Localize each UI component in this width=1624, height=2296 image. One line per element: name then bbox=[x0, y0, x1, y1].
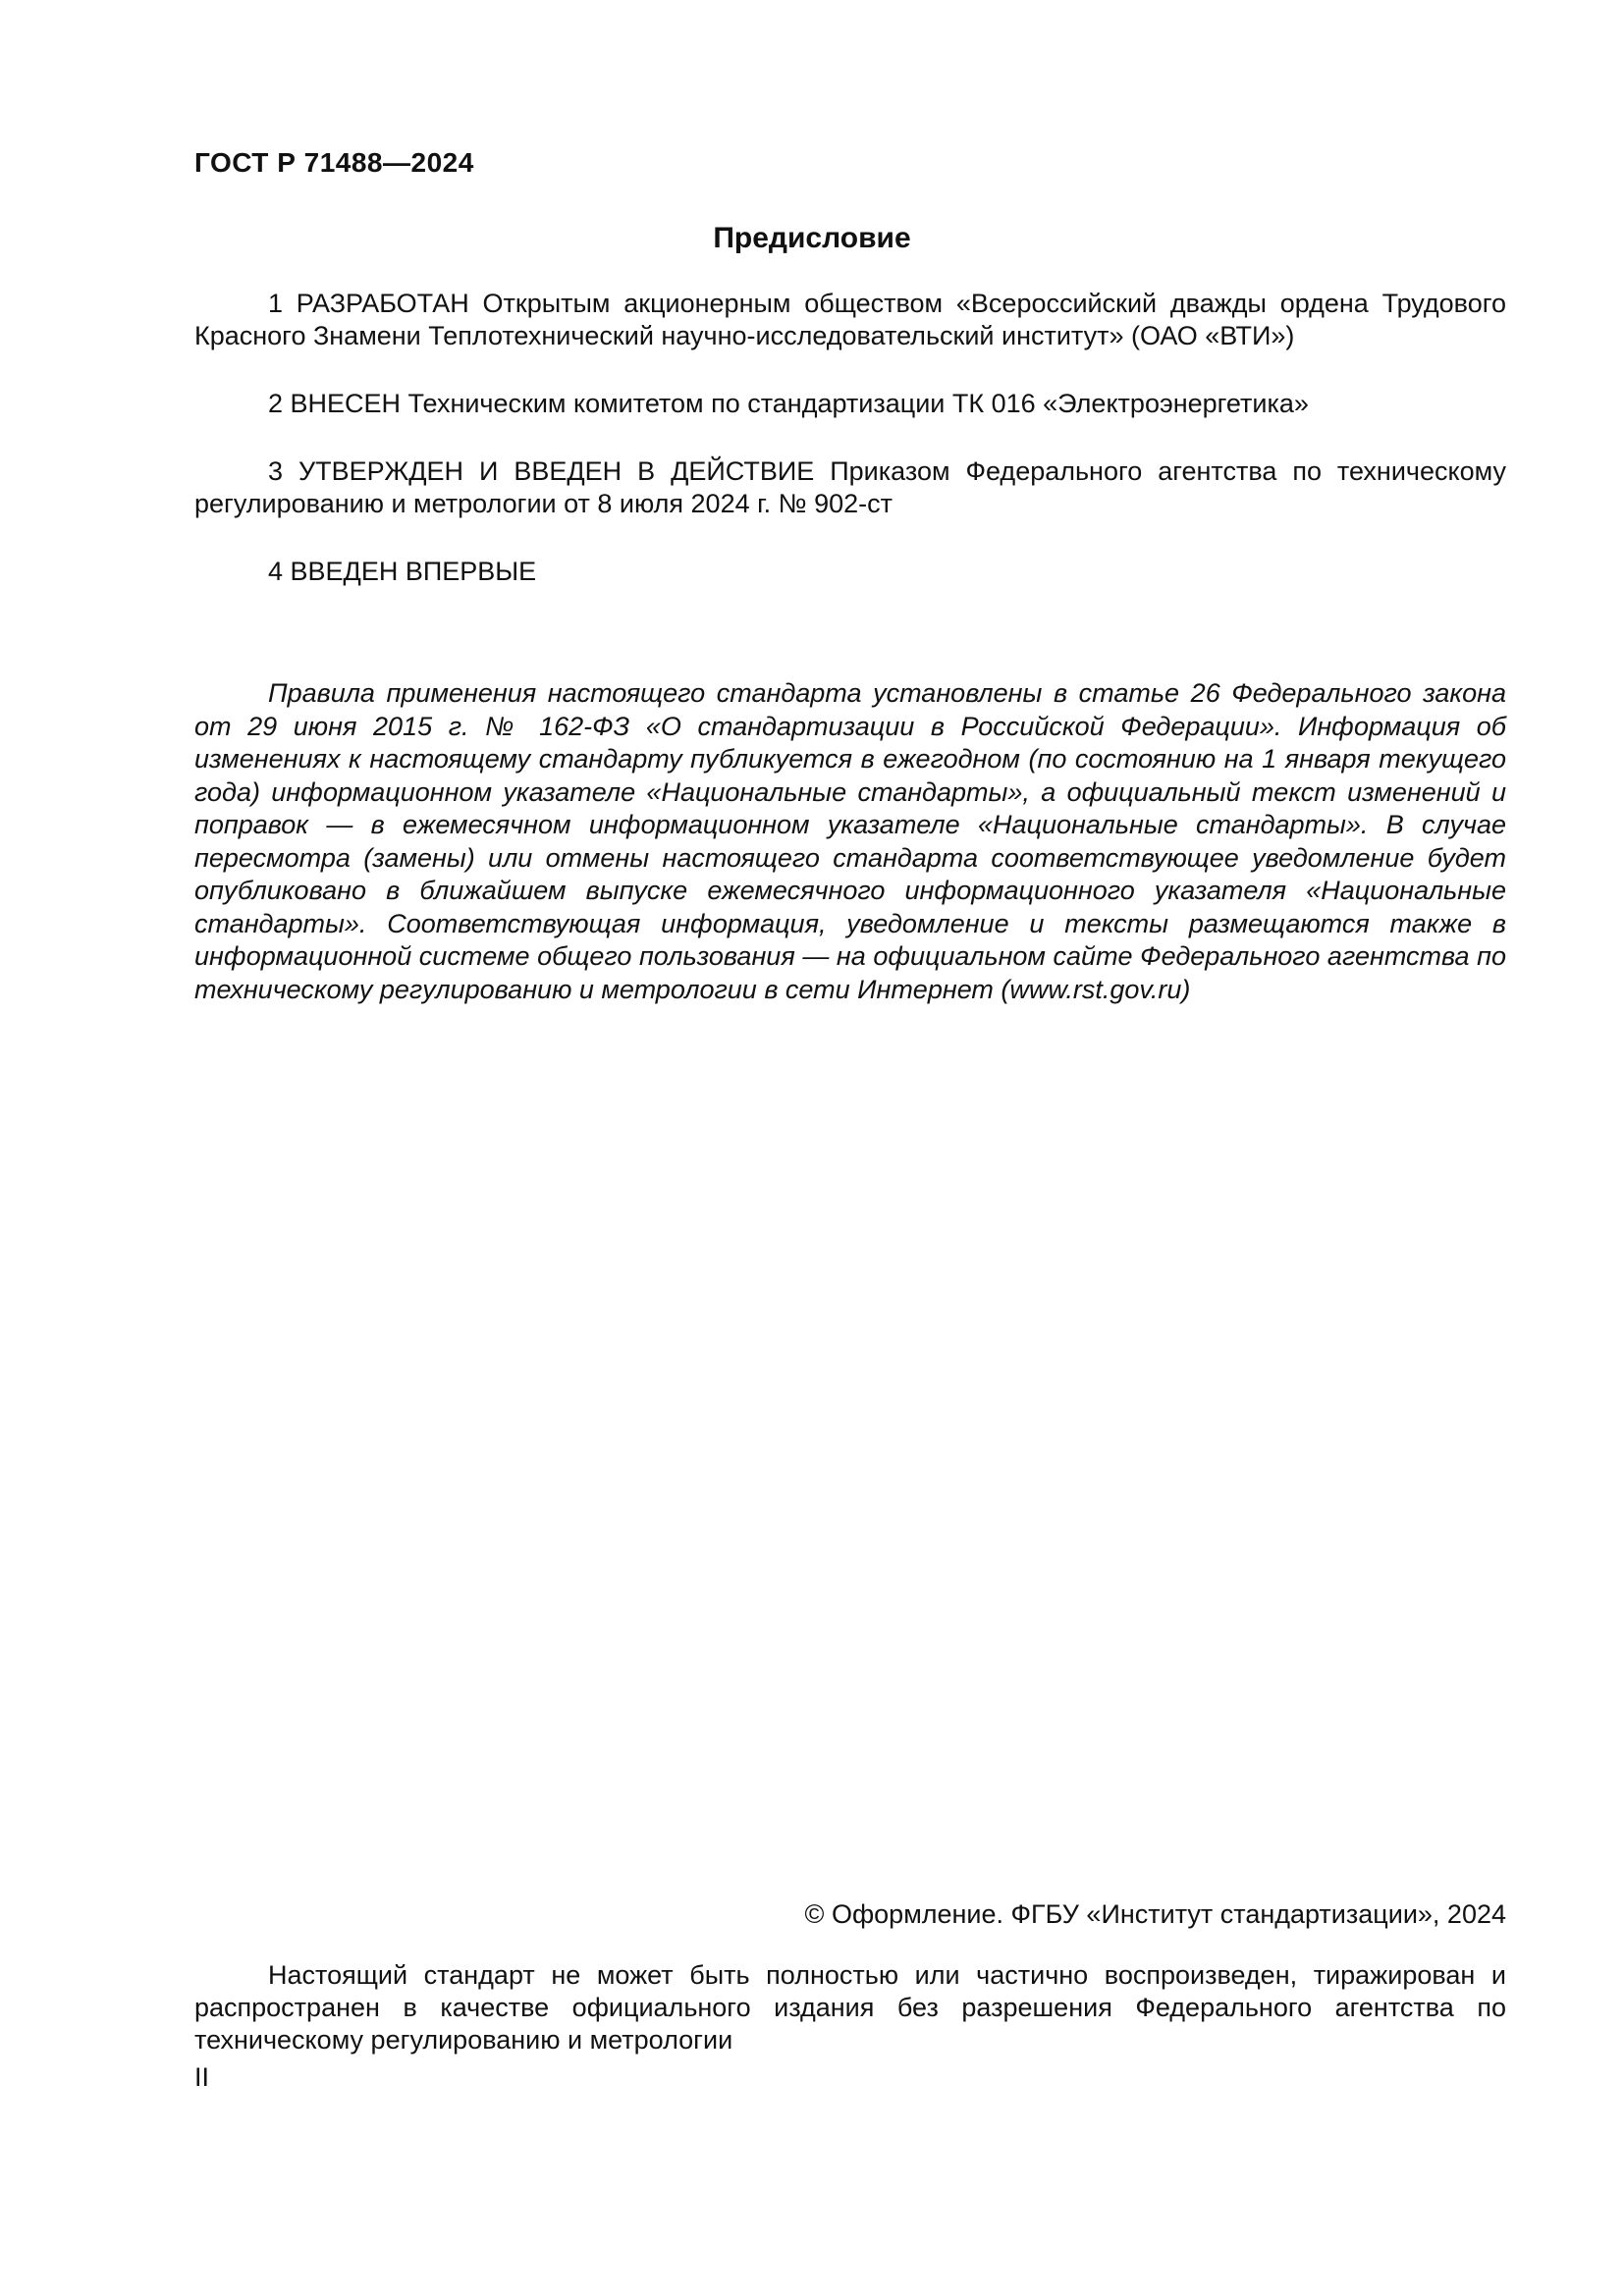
foreword-item-approved: 3 УТВЕРЖДЕН И ВВЕДЕН В ДЕЙСТВИЕ Приказом Федерального агентства по техническому регулированию и метрологии от 8 июля 2024 г. № 902-ст bbox=[194, 456, 1506, 518]
foreword-item-first-introduced: 4 ВВЕДЕН ВПЕРВЫЕ bbox=[268, 557, 537, 586]
reproduction-restriction-notice: Настоящий стандарт не может быть полностью или частично воспроизведен, тиражирован и распространен в качестве официального издания без разрешения Федерального агентства по техническому регулированию и метрологии bbox=[194, 1960, 1506, 2055]
standard-designation: ГОСТ Р 71488—2024 bbox=[194, 147, 474, 178]
page-number: II bbox=[194, 2062, 210, 2092]
foreword-item-developed: 1 РАЗРАБОТАН Открытым акционерным обществом «Всероссийский дважды ордена Трудового Красного Знамени Теплотехнический научно-исследовательский институт» (ОАО «ВТИ») bbox=[194, 289, 1506, 350]
foreword-section bbox=[194, 288, 1506, 623]
foreword-item-submitted: 2 ВНЕСЕН Техническим комитетом по стандартизации ТК 016 «Электроэнергетика» bbox=[268, 389, 1309, 418]
copyright-notice: © Оформление. ФГБУ «Институт стандартизации», 2024 bbox=[804, 1899, 1506, 1929]
foreword-title: Предисловие bbox=[713, 222, 911, 254]
application-rules-notice: Правила применения настоящего стандарта установлены в статье 26 Федерального закона от 29 июня 2015 г. № 162-ФЗ «О стандартизации в Российской Федерации». Информация об изменениях к настоящему стандарту публикуется в ежегодном (по состоянию на 1 января текущего года) информационном указателе «Национальные стандарты», а официальный текст изменений и поправок — в ежемесячном информационном указателе «Национальные стандарты». В случае пересмотра (замены) или отмены настоящего стандарта соответствующее уведомление будет опубликовано в ближайшем выпуске ежемесячного информационного указателя «Национальные стандарты». Соответствующая информация, уведомление и тексты размещаются также в информационной системе общего пользования — на официальном сайте Федерального агентства по техническому регулированию и метрологии в сети Интернет (www.rst.gov.ru) bbox=[194, 678, 1506, 1004]
